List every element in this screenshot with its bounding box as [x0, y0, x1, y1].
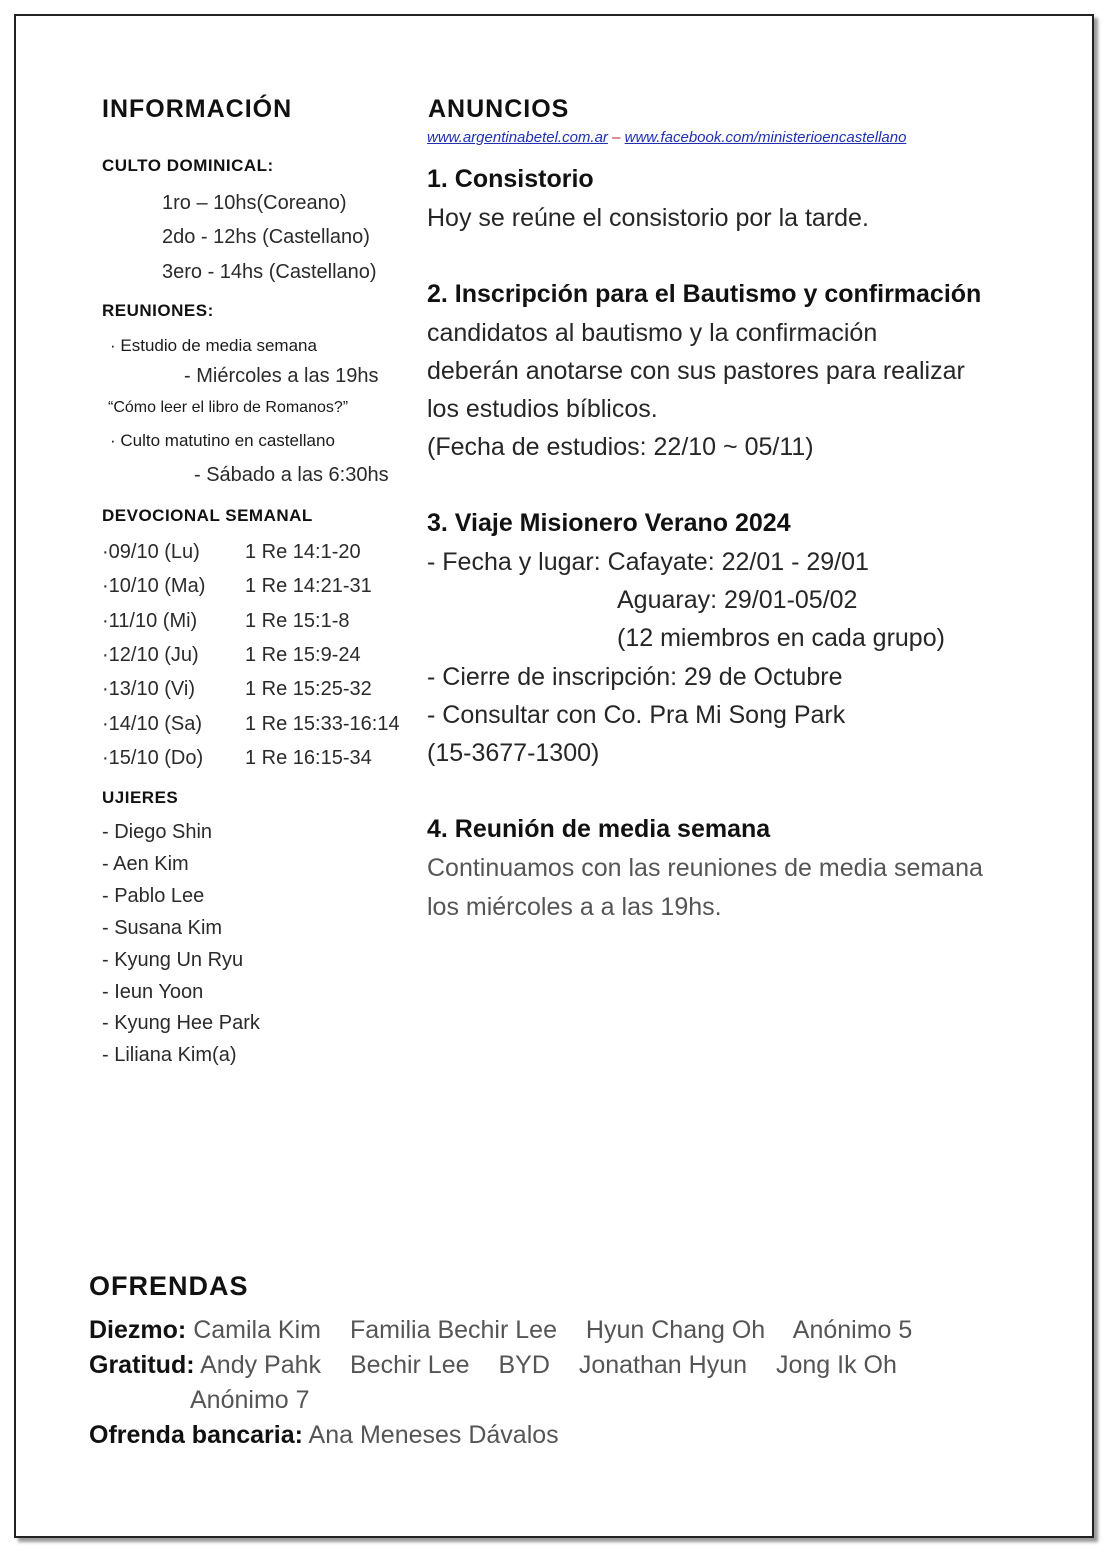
culto-line-1: 1ro – 10hs(Coreano) [162, 192, 347, 214]
devocional-reference: 1 Re 16:15-34 [245, 746, 372, 769]
devocional-reference: 1 Re 15:33-16:14 [245, 712, 400, 735]
ujier-item: - Ieun Yoon [102, 980, 204, 1003]
reunion-item-1-time: - Miércoles a las 19hs [184, 365, 379, 387]
info-heading: INFORMACIÓN [102, 95, 293, 123]
anuncio-4-line-1: Continuamos con las reuniones de media semana [427, 854, 983, 882]
gratitud-continued: Anónimo 7 [190, 1386, 310, 1414]
devocional-heading: DEVOCIONAL SEMANAL [102, 506, 313, 525]
ujieres-heading: UJIERES [102, 788, 179, 807]
reunion-item-1: · Estudio de media semana [110, 336, 317, 355]
diezmo-name: Anónimo 5 [792, 1316, 913, 1344]
gratitud-label: Gratitud: [89, 1351, 195, 1379]
anuncio-1-title: 1. Consistorio [427, 165, 594, 193]
anuncio-2-line-2: deberán anotarse con sus pastores para realizar [427, 357, 965, 385]
ujier-item: - Pablo Lee [102, 884, 205, 907]
devocional-reference: 1 Re 15:25-32 [245, 678, 372, 701]
bancaria-label: Ofrenda bancaria: [89, 1421, 303, 1449]
devocional-day: ·14/10 (Sa) [102, 712, 203, 735]
anuncio-3-cierre: - Cierre de inscripción: 29 de Octubre [427, 663, 843, 691]
anuncio-4-line-2: los miércoles a a las 19hs. [427, 893, 722, 921]
bancaria-row [89, 1421, 559, 1450]
anuncio-3-miembros: (12 miembros en cada grupo) [617, 624, 945, 652]
ujier-item: - Liliana Kim(a) [102, 1044, 237, 1067]
bancaria-name: Ana Meneses Dávalos [308, 1421, 559, 1449]
diezmo-name: Hyun Chang Oh [585, 1316, 766, 1344]
reunion-item-1-topic: “Cómo leer el libro de Romanos?” [108, 399, 349, 416]
reuniones-heading: REUNIONES: [102, 301, 214, 320]
gratitud-name: Andy Pahk [200, 1351, 322, 1379]
diezmo-label: Diezmo: [89, 1316, 187, 1344]
diezmo-row [89, 1316, 934, 1345]
gratitud-row [89, 1351, 919, 1380]
ujier-item: - Aen Kim [102, 852, 189, 875]
anuncio-3-consultar: - Consultar con Co. Pra Mi Song Park [427, 701, 846, 729]
gratitud-name: Jonathan Hyun [578, 1351, 748, 1379]
devocional-day: ·09/10 (Lu) [102, 541, 200, 563]
devocional-reference: 1 Re 14:1-20 [245, 541, 361, 563]
ofrendas-heading: OFRENDAS [89, 1271, 249, 1301]
ujier-item: - Susana Kim [102, 916, 223, 939]
anuncio-2-title: 2. Inscripción para el Bautismo y confirmación [427, 280, 982, 308]
culto-line-3: 3ero - 14hs (Castellano) [162, 261, 377, 283]
facebook-link[interactable]: www.facebook.com/ministerioencastellano [624, 129, 907, 146]
anuncio-3-telefono: (15-3677-1300) [427, 739, 600, 767]
link-separator: – [612, 129, 621, 146]
devocional-day: ·13/10 (Vi) [102, 678, 196, 701]
devocional-day: ·10/10 (Ma) [102, 575, 206, 598]
website-link[interactable]: www.argentinabetel.com.ar [427, 129, 608, 146]
diezmo-name: Camila Kim [193, 1316, 321, 1344]
ujier-item: - Kyung Hee Park [102, 1012, 260, 1035]
culto-heading: CULTO DOMINICAL: [102, 156, 274, 175]
culto-line-2: 2do - 12hs (Castellano) [162, 226, 370, 248]
anuncio-2-line-1: candidatos al bautismo y la confirmación [427, 319, 878, 347]
devocional-day: ·15/10 (Do) [102, 746, 204, 769]
devocional-reference: 1 Re 15:1-8 [245, 609, 350, 632]
ujier-item: - Diego Shin [102, 821, 213, 843]
diezmo-name: Familia Bechir Lee [349, 1316, 557, 1344]
devocional-reference: 1 Re 14:21-31 [245, 575, 372, 598]
anuncios-heading: ANUNCIOS [428, 95, 570, 123]
devocional-reference: 1 Re 15:9-24 [245, 643, 361, 666]
links-row [427, 129, 906, 146]
gratitud-name: BYD [498, 1351, 550, 1379]
anuncio-4-title: 4. Reunión de media semana [427, 815, 771, 843]
anuncio-3-title: 3. Viaje Misionero Verano 2024 [427, 509, 791, 537]
reunion-item-2: · Culto matutino en castellano [110, 431, 335, 450]
anuncio-2-line-3: los estudios bíblicos. [427, 395, 658, 423]
gratitud-name: Jong Ik Oh [775, 1351, 897, 1379]
anuncio-3-fecha: - Fecha y lugar: Cafayate: 22/01 - 29/01 [427, 548, 869, 576]
ujier-item: - Kyung Un Ryu [102, 948, 244, 971]
gratitud-name: Bechir Lee [350, 1351, 470, 1379]
anuncio-3-aguaray: Aguaray: 29/01-05/02 [617, 586, 858, 614]
devocional-day: ·11/10 (Mi) [102, 609, 198, 632]
anuncio-2-line-4: (Fecha de estudios: 22/10 ~ 05/11) [427, 433, 814, 461]
anuncio-1-body: Hoy se reúne el consistorio por la tarde. [427, 204, 869, 232]
devocional-day: ·12/10 (Ju) [102, 643, 199, 666]
reunion-item-2-time: - Sábado a las 6:30hs [194, 464, 389, 486]
